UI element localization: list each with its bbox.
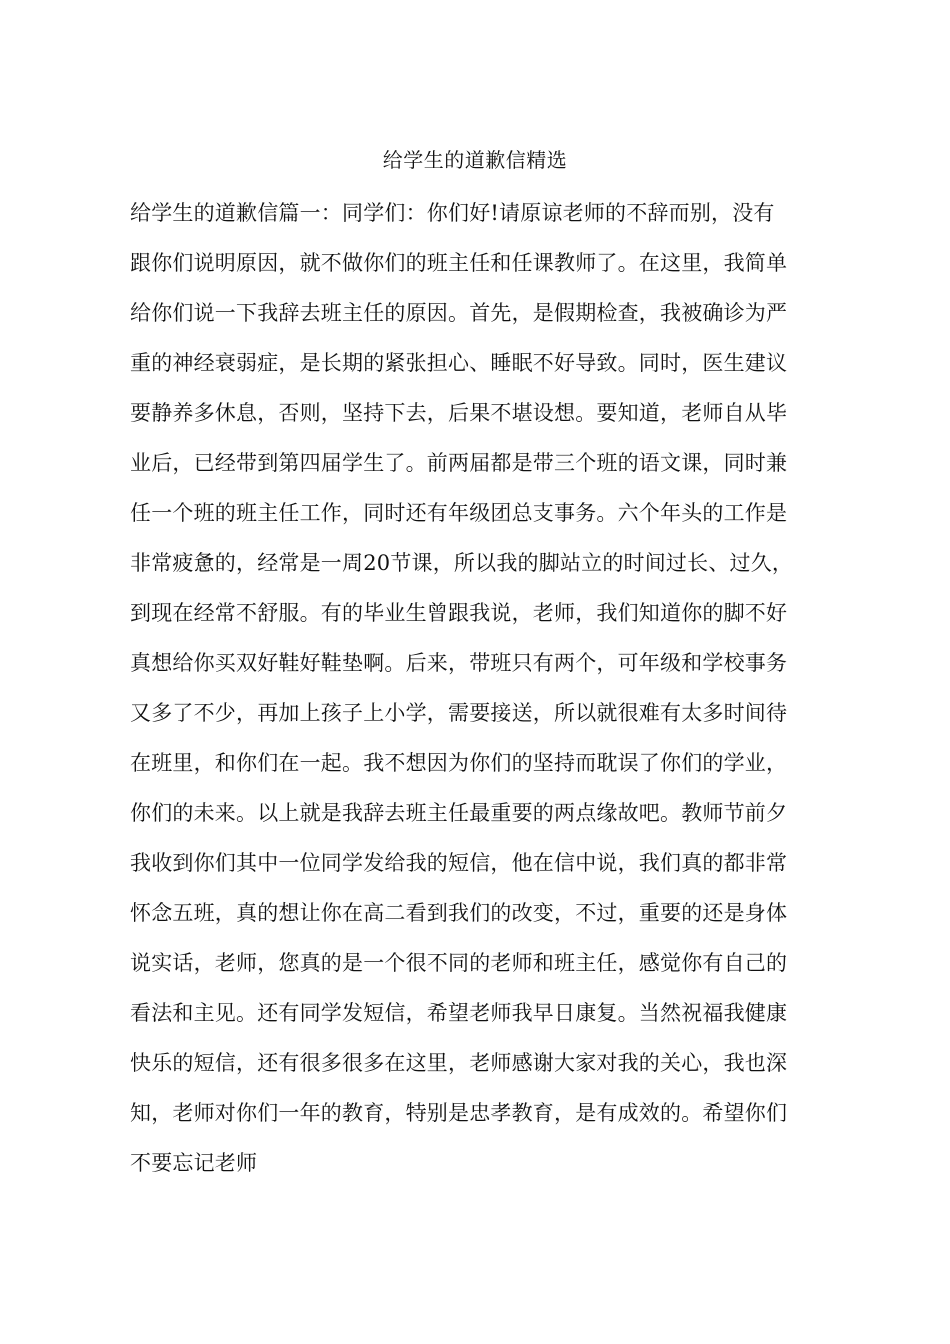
body-line: 非常疲惫的，经常是一周20节课，所以我的脚站立的时间过长、过久， (130, 551, 794, 575)
body-line: 真想给你买双好鞋好鞋垫啊。后来，带班只有两个，可年级和学校事务 (130, 651, 788, 675)
body-line: 任一个班的班主任工作，同时还有年级团总支事务。六个年头的工作是 (130, 501, 788, 525)
body-line: 到现在经常不舒服。有的毕业生曾跟我说，老师，我们知道你的脚不好 (130, 601, 788, 625)
body-line: 要静养多休息，否则，坚持下去，后果不堪设想。要知道，老师自从毕 (130, 401, 788, 425)
body-line: 在班里，和你们在一起。我不想因为你们的坚持而耽误了你们的学业， (130, 751, 788, 775)
body-line: 业后，已经带到第四届学生了。前两届都是带三个班的语文课，同时兼 (130, 451, 788, 475)
body-line: 怀念五班，真的想让你在高二看到我们的改变，不过，重要的还是身体 (130, 901, 788, 925)
body-line: 重的神经衰弱症，是长期的紧张担心、睡眠不好导致。同时，医生建议 (130, 351, 788, 375)
body-line: 给学生的道歉信篇一：同学们：你们好!请原谅老师的不辞而别，没有 (130, 201, 775, 225)
body-line: 你们的未来。以上就是我辞去班主任最重要的两点缘故吧。教师节前夕 (130, 801, 788, 825)
body-line: 快乐的短信，还有很多很多在这里，老师感谢大家对我的关心，我也深 (130, 1051, 788, 1075)
body-line: 看法和主见。还有同学发短信，希望老师我早日康复。当然祝福我健康 (130, 1001, 788, 1025)
body-line: 知，老师对你们一年的教育，特别是忠孝教育，是有成效的。希望你们 (130, 1101, 788, 1125)
body-line: 跟你们说明原因，就不做你们的班主任和任课教师了。在这里，我简单 (130, 251, 788, 275)
body-line: 说实话，老师，您真的是一个很不同的老师和班主任，感觉你有自己的 (130, 951, 788, 975)
document-title: 给学生的道歉信精选 (382, 148, 568, 172)
body-line: 给你们说一下我辞去班主任的原因。首先，是假期检查，我被确诊为严 (130, 301, 788, 325)
body-line: 又多了不少，再加上孩子上小学，需要接送，所以就很难有太多时间待 (130, 701, 788, 725)
body-line: 我收到你们其中一位同学发给我的短信，他在信中说，我们真的都非常 (130, 851, 788, 875)
body-line: 不要忘记老师 (130, 1151, 258, 1175)
letter-body (130, 197, 820, 1197)
